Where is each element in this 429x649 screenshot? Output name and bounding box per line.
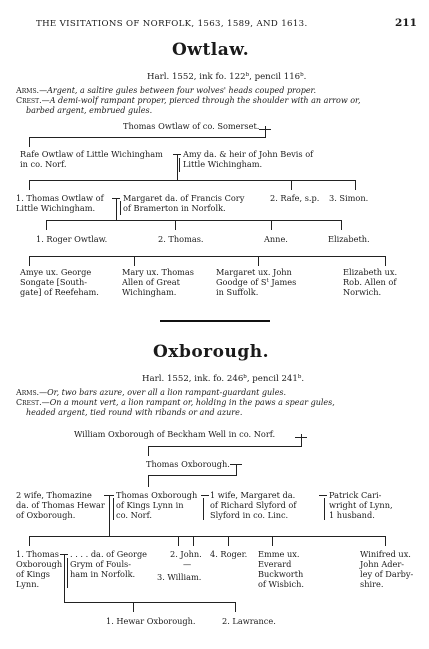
owtlaw-daughter-amye-3: gate] of Reefeham. <box>20 287 99 297</box>
owtlaw-daughter-margaret-3: in Suffolk. <box>216 287 259 297</box>
oxborough-first-wife: 1 wife, Margaret da. <box>210 490 296 500</box>
oxborough-grandson-hewar: 1. Hewar Oxborough. <box>106 616 196 626</box>
bracket-line <box>324 498 325 520</box>
descent-line <box>235 602 236 612</box>
owtlaw-daughter-margaret: Margaret ux. John <box>216 267 292 277</box>
descent-line <box>177 154 178 170</box>
descent-line <box>29 137 30 147</box>
oxborough-child-winifred-3: ley of Darby- <box>360 569 414 579</box>
branch-line <box>64 602 236 603</box>
oxborough-child-thomas-4: Lynn. <box>16 579 40 589</box>
descent-line <box>291 180 292 190</box>
marriage-sign <box>201 495 209 496</box>
owtlaw-reference: Harl. 1552, ink fo. 122$^b$, pencil 116$^b$. <box>147 72 307 82</box>
oxborough-grandson-lawrance: 2. Lawrance. <box>222 616 276 626</box>
oxborough-second-wife-3: of Oxborough. <box>16 510 76 520</box>
descent-line <box>46 220 47 230</box>
oxborough-child-john-dash: — <box>183 559 192 569</box>
oxborough-patrick: Patrick Cari- <box>329 490 382 500</box>
descent-line <box>148 475 149 487</box>
oxborough-crest-cont: headed argent, tied round with ribands or and azure. <box>26 408 243 417</box>
bracket-line <box>113 498 114 520</box>
owtlaw-daughter-margaret-2: Goodge of $S^t$ James <box>216 277 297 287</box>
owtlaw-elizabeth: Elizabeth. <box>328 234 370 244</box>
running-title: THE VISITATIONS OF NORFOLK, 1563, 1589, AND 1613. <box>36 19 308 29</box>
owtlaw-thomas: 1. Thomas Owtlaw of <box>16 193 104 203</box>
owtlaw-title: Owtlaw. <box>172 40 250 60</box>
descent-line <box>148 446 149 456</box>
oxborough-child-emme-2: Everard <box>258 559 292 569</box>
branch-line <box>148 446 302 447</box>
oxborough-arms: Arms.—Or, two bars azure, over all a lion rampant-guardant gules. <box>16 388 287 397</box>
owtlaw-margaret: Margaret da. of Francis Cory <box>123 193 245 203</box>
owtlaw-daughter-elizabeth: Elizabeth ux. <box>343 267 398 277</box>
branch-line <box>148 475 237 476</box>
owtlaw-thomas-2: Little Wichingham. <box>16 203 96 213</box>
oxborough-child-john: 2. John. <box>170 549 202 559</box>
oxborough-child-william: 3. William. <box>157 572 202 582</box>
oxborough-crest: Crest.—On a mount vert, a lion rampant or, holding in the paws a spear gules, <box>16 398 335 407</box>
oxborough-gen2: Thomas Oxborough. <box>146 459 230 469</box>
oxborough-child-thomas: 1. Thomas <box>16 549 59 559</box>
owtlaw-crest-cont: barbed argent, embrued gules. <box>26 106 153 115</box>
descent-line <box>29 180 30 190</box>
oxborough-child-winifred-4: shire. <box>360 579 384 589</box>
oxborough-child-thomas-3: of Kings <box>16 569 51 579</box>
owtlaw-arms: Arms.—Argent, a saltire gules between four wolves' heads couped proper. <box>16 86 317 95</box>
oxborough-thomas: Thomas Oxborough <box>116 490 198 500</box>
oxborough-second-wife: 2 wife, Thomazine <box>16 490 92 500</box>
owtlaw-daughter-mary-3: Wichingham. <box>122 287 177 297</box>
section-rule <box>160 320 270 322</box>
owtlaw-rafe-sp: 2. Rafe, s.p. <box>270 193 320 203</box>
branch-line <box>29 536 386 537</box>
descent-line <box>177 170 178 180</box>
owtlaw-roger: 1. Roger Owtlaw. <box>36 234 108 244</box>
bracket-line <box>203 498 204 520</box>
owtlaw-gen1: Thomas Owtlaw of co. Somerset. <box>123 121 260 131</box>
page-number: 211 <box>395 17 417 29</box>
branch-line <box>29 137 266 138</box>
oxborough-child-thomas-2: Oxborough <box>16 559 63 569</box>
descent-line <box>175 220 176 230</box>
owtlaw-daughter-amye-2: Songate [South- <box>20 277 88 287</box>
oxborough-child-thomas-wife: . . . . da. of George <box>70 549 148 559</box>
bracket-line <box>120 201 121 215</box>
oxborough-title: Oxborough. <box>153 342 269 362</box>
oxborough-child-roger: 4. Roger. <box>210 549 248 559</box>
owtlaw-rafe: Rafe Owtlaw of Little Wichingham <box>20 149 163 159</box>
owtlaw-amy: Amy da. & heir of John Bevis of <box>183 149 314 159</box>
bracket-line <box>67 558 68 588</box>
descent-line <box>228 536 229 546</box>
owtlaw-daughter-mary-2: Allen of Great <box>122 277 180 287</box>
branch-line <box>46 220 342 221</box>
descent-line <box>116 198 117 220</box>
owtlaw-anne: Anne. <box>264 234 288 244</box>
oxborough-child-winifred: Winifred ux. <box>360 549 411 559</box>
owtlaw-daughter-mary: Mary ux. Thomas <box>122 267 195 277</box>
oxborough-child-emme-4: of Wisbich. <box>258 579 304 589</box>
descent-line <box>258 256 259 266</box>
owtlaw-daughter-elizabeth-2: Rob. Allen of <box>343 277 397 287</box>
branch-line <box>29 180 356 181</box>
oxborough-gen1: William Oxborough of Beckham Well in co. Norf. <box>74 429 276 439</box>
bracket-line <box>179 158 180 172</box>
owtlaw-thomas-jr: 2. Thomas. <box>158 234 204 244</box>
descent-line <box>236 464 237 475</box>
descent-line <box>355 180 356 190</box>
oxborough-patrick-2: wright of Lynn, <box>329 500 393 510</box>
oxborough-child-winifred-2: John Ader- <box>360 559 405 569</box>
owtlaw-rafe-2: in co. Norf. <box>20 159 67 169</box>
owtlaw-simon: 3. Simon. <box>329 193 369 203</box>
oxborough-first-wife-2: of Richard Slyford of <box>210 500 297 510</box>
owtlaw-daughter-amye: Amye ux. George <box>20 267 92 277</box>
descent-line <box>178 536 179 546</box>
descent-line <box>271 220 272 230</box>
oxborough-child-emme: Emme ux. <box>258 549 300 559</box>
owtlaw-crest: Crest.—A demi-wolf rampant proper, pierced through the shoulder with an arrow or, <box>16 96 361 105</box>
descent-line <box>109 495 110 536</box>
descent-line <box>341 220 342 230</box>
oxborough-thomas-3: co. Norf. <box>116 510 152 520</box>
descent-line <box>385 536 386 546</box>
owtlaw-daughter-elizabeth-3: Norwich. <box>343 287 382 297</box>
descent-line <box>301 434 302 446</box>
oxborough-patrick-3: 1 husband. <box>329 510 375 520</box>
descent-line <box>265 126 266 137</box>
oxborough-child-thomas-wife-2: Grym of Fouls- <box>70 559 132 569</box>
descent-line <box>385 256 386 266</box>
descent-line <box>272 536 273 546</box>
oxborough-first-wife-3: Slyford in co. Linc. <box>210 510 289 520</box>
descent-line <box>29 536 30 546</box>
descent-line <box>29 256 30 266</box>
oxborough-thomas-2: of Kings Lynn in <box>116 500 184 510</box>
descent-line <box>133 602 134 612</box>
descent-line <box>64 554 65 602</box>
descent-line <box>193 536 194 546</box>
oxborough-child-thomas-wife-3: ham in Norfolk. <box>70 569 136 579</box>
owtlaw-amy-2: Little Wichingham. <box>183 159 263 169</box>
branch-line <box>29 256 386 257</box>
oxborough-reference: Harl. 1552, ink. fo. 246$^b$, pencil 241$^b$. <box>142 374 305 384</box>
owtlaw-margaret-2: of Bramerton in Norfolk. <box>123 203 226 213</box>
oxborough-child-emme-3: Buckworth <box>258 569 304 579</box>
oxborough-second-wife-2: da. of Thomas Hewar <box>16 500 105 510</box>
marriage-sign <box>319 495 327 496</box>
descent-line <box>134 256 135 266</box>
